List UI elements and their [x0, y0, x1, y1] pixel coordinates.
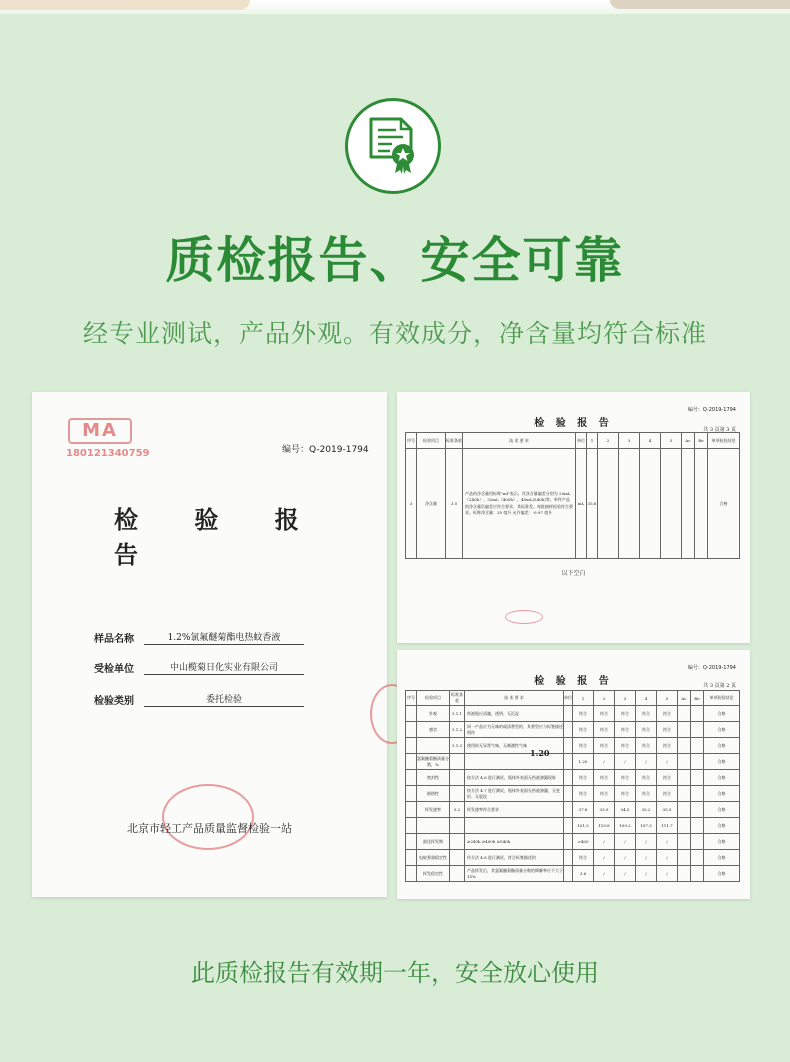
table-cell: 符合 — [594, 706, 615, 722]
table-cell: 35.6 — [587, 449, 598, 559]
table-cell: 感官 — [417, 722, 450, 738]
subheadline: 经专业测试，产品外观。有效成分，净含量均符合标准 — [82, 319, 707, 348]
table-header: Ac — [678, 691, 691, 706]
table-cell: 符合 — [573, 738, 594, 754]
table-cell — [450, 818, 465, 834]
table-cell — [406, 866, 417, 882]
table-cell — [450, 834, 465, 850]
table-cell: 3.2 — [450, 802, 465, 818]
table-cell: 最佳挥发期 — [417, 834, 450, 850]
table-cell: 合格 — [708, 449, 740, 559]
report-title: 检 验 报 告 — [114, 505, 323, 569]
table-cell: 符合 — [636, 738, 657, 754]
table-cell — [691, 722, 704, 738]
table-cell: / — [657, 866, 678, 882]
table-cell — [678, 770, 691, 786]
table-cell: 符合 — [615, 786, 636, 802]
table-cell: / — [636, 754, 657, 770]
table-header-row — [406, 691, 740, 706]
table-cell: 使用时无异常气味，无刺激性气味 — [465, 738, 564, 754]
table-cell: 合格 — [704, 770, 740, 786]
table-header: 5 — [661, 433, 682, 449]
table-cell: 3.1.3 — [450, 738, 465, 754]
table-cell — [406, 802, 417, 818]
table-cell: 3.6 — [573, 866, 594, 882]
table-header: 4 — [640, 433, 661, 449]
table-cell — [678, 738, 691, 754]
report-code: 编号：Q-2019-1794 — [687, 407, 736, 413]
table-cell: 合格 — [704, 706, 740, 722]
table-cell: 净含量 — [417, 449, 446, 559]
table-cell: / — [615, 754, 636, 770]
table-cell: 产品挥发后，其氯氟醚菊酯质量分数的降解率应不大于 15% — [465, 866, 564, 882]
table-cell: 符合 — [657, 786, 678, 802]
table-row — [406, 449, 740, 559]
table-cell — [465, 818, 564, 834]
table-row — [406, 802, 740, 818]
table-cell — [678, 834, 691, 850]
table-cell: ≥240h ≥400h ≥540h — [465, 834, 564, 850]
cma-number: 180121340759 — [66, 448, 150, 459]
table-cell — [691, 850, 704, 866]
table-header: 1 — [587, 433, 598, 449]
report-page-2 — [397, 650, 750, 899]
inspection-type-label: 检验类别 — [94, 696, 134, 707]
table-header: 2 — [594, 691, 615, 706]
table-header: Ac — [682, 433, 695, 449]
table-cell: 35.5 — [657, 802, 678, 818]
inspection-type-value: 委托检验 — [144, 692, 304, 707]
page-indicator: 共 3 页第 2 页 — [703, 683, 736, 689]
table-cell: 符合 — [594, 786, 615, 802]
table-cell: 符合 — [636, 706, 657, 722]
sample-name-value: 1.2%氯氟醚菊酯电热蚊香液 — [144, 630, 304, 645]
table-cell: / — [657, 834, 678, 850]
table-cell — [691, 738, 704, 754]
table-header: 检验项目 — [417, 691, 450, 706]
table-cell: 符合 — [594, 770, 615, 786]
table-cell: / — [657, 754, 678, 770]
table-cell — [450, 786, 465, 802]
table-cell: 药液瓶应清澈，透明、无沉淀 — [465, 706, 564, 722]
table-cell — [691, 754, 704, 770]
table-cell — [598, 449, 619, 559]
table-header: 4 — [636, 691, 657, 706]
table-cell: 3.5 — [446, 449, 463, 559]
table-cell — [564, 738, 573, 754]
table-cell — [406, 770, 417, 786]
table-header: 1 — [573, 691, 594, 706]
table-cell — [564, 818, 573, 834]
table-cell — [406, 850, 417, 866]
report-title: 检 验 报 告 — [534, 676, 613, 687]
inspection-organization: 北京市轻工产品质量监督检验一站 — [127, 822, 292, 835]
results-table — [405, 432, 740, 559]
table-cell: 符合 — [615, 706, 636, 722]
table-cell: 氯氟醚菊酯质量分数，% — [417, 754, 450, 770]
table-cell — [661, 449, 682, 559]
table-row — [406, 770, 740, 786]
table-cell — [682, 449, 695, 559]
table-cell: 合格 — [704, 834, 740, 850]
table-cell: 合格 — [704, 818, 740, 834]
headline: 质检报告、安全可靠 — [165, 232, 625, 289]
table-cell — [678, 706, 691, 722]
table-cell: >400 — [573, 834, 594, 850]
table-cell: / — [636, 866, 657, 882]
table-cell: 3.1.2 — [450, 722, 465, 738]
table-cell: 按方法 4.6 进行测试，瓶体外表面无药液渗漏现象 — [465, 770, 564, 786]
table-cell — [564, 786, 573, 802]
table-header: 3 — [615, 691, 636, 706]
table-cell — [450, 770, 465, 786]
page-seal — [505, 610, 543, 624]
table-cell: 密封性 — [417, 770, 450, 786]
table-header: 序号 — [406, 433, 417, 449]
table-cell: 101.3 — [573, 818, 594, 834]
table-cell: 符合 — [615, 738, 636, 754]
table-cell — [564, 770, 573, 786]
report-cover-page — [32, 392, 387, 897]
table-row — [406, 850, 740, 866]
table-cell — [678, 866, 691, 882]
table-cell: 合格 — [704, 738, 740, 754]
table-cell: 107.3 — [636, 818, 657, 834]
inspected-unit-value: 中山榄菊日化实业有限公司 — [144, 660, 304, 675]
table-cell — [695, 449, 708, 559]
table-cell: / — [594, 834, 615, 850]
table-header: 单项检验结论 — [708, 433, 740, 449]
table-cell — [640, 449, 661, 559]
table-cell — [406, 706, 417, 722]
table-row — [406, 738, 740, 754]
table-cell: 37.6 — [573, 802, 594, 818]
table-cell — [691, 866, 704, 882]
table-cell — [691, 706, 704, 722]
report-page-3 — [397, 392, 750, 643]
table-row — [406, 786, 740, 802]
table-cell: 合格 — [704, 722, 740, 738]
table-cell: 合格 — [704, 802, 740, 818]
table-header: 序号 — [406, 691, 417, 706]
sample-name-label: 样品名称 — [94, 634, 134, 645]
table-cell: 同一产品应为无味的或清香型的，其香型应与标签描述相符 — [465, 722, 564, 738]
table-row — [406, 722, 740, 738]
table-row — [406, 754, 740, 770]
table-cell: 产品的净含量用标称"ml"表示。其净含量偏差分别为 20mL（240h）、32mL（400h）、45mL(540h)等。单件产品的净含量负偏差应符合要求，其标准差。每批抽样检验符合要求。标称净含量：35 毫升 允许偏差：-0.97 毫升 — [463, 449, 576, 559]
table-cell — [678, 754, 691, 770]
table-header: 单位 — [576, 433, 587, 449]
table-cell — [406, 818, 417, 834]
table-header: 技 术 要 求 — [463, 433, 576, 449]
table-cell: / — [615, 834, 636, 850]
table-cell: 符合 — [594, 722, 615, 738]
footer-note: 此质检报告有效期一年，安全放心使用 — [191, 959, 599, 987]
table-header: 2 — [598, 433, 619, 449]
table-cell: / — [636, 850, 657, 866]
table-cell: 符合 — [657, 722, 678, 738]
table-cell: 挥发速率符合要求 — [465, 802, 564, 818]
table-row — [406, 866, 740, 882]
page-indicator: 共 3 页第 3 页 — [703, 427, 736, 433]
table-cell — [691, 802, 704, 818]
table-cell: / — [657, 850, 678, 866]
table-cell: 符合 — [657, 738, 678, 754]
table-cell: 34.5 — [615, 802, 636, 818]
table-cell: / — [636, 834, 657, 850]
table-header: 单位 — [564, 691, 573, 706]
table-header: 5 — [657, 691, 678, 706]
table-row — [406, 706, 740, 722]
table-row — [406, 818, 740, 834]
table-cell: 3.1.1 — [450, 706, 465, 722]
table-cell — [691, 834, 704, 850]
table-cell: 110.8 — [594, 818, 615, 834]
table-cell — [450, 850, 465, 866]
inspected-unit-label: 受检单位 — [94, 664, 134, 675]
table-cell — [406, 738, 417, 754]
cma-logo-text: MA — [82, 420, 118, 441]
table-cell: 挥发稳定性 — [417, 866, 450, 882]
certificate-badge — [345, 98, 441, 194]
table-cell: / — [615, 866, 636, 882]
table-cell: 合格 — [704, 850, 740, 866]
results-table — [405, 690, 740, 882]
table-cell — [678, 786, 691, 802]
table-header: 标准条款 — [450, 691, 465, 706]
results-table-body — [406, 706, 740, 882]
table-cell: mL — [576, 449, 587, 559]
table-header: Re — [691, 691, 704, 706]
table-cell — [564, 834, 573, 850]
table-cell — [678, 818, 691, 834]
cma-logo — [68, 418, 132, 444]
table-cell: 符合 — [573, 850, 594, 866]
table-cell: 合格 — [704, 754, 740, 770]
table-header: 检验项目 — [417, 433, 446, 449]
table-header: 标准条款 — [446, 433, 463, 449]
table-header-row — [406, 433, 740, 449]
table-cell: / — [594, 866, 615, 882]
table-cell — [691, 786, 704, 802]
table-cell — [417, 738, 450, 754]
table-cell: 111.7 — [657, 818, 678, 834]
table-cell — [564, 754, 573, 770]
official-seal — [162, 784, 254, 850]
table-cell — [678, 850, 691, 866]
table-cell — [406, 786, 417, 802]
table-cell: 符合 — [615, 770, 636, 786]
report-code: 编号：Q-2019-1794 — [282, 445, 369, 455]
table-cell: 挥发速率 — [417, 802, 450, 818]
table-cell: 35.2 — [636, 802, 657, 818]
table-header: 技 术 要 求 — [465, 691, 564, 706]
table-cell: 符合 — [573, 770, 594, 786]
table-cell — [564, 850, 573, 866]
table-cell: 符合 — [636, 770, 657, 786]
table-cell: 符合 — [657, 770, 678, 786]
table-cell: 合格 — [704, 866, 740, 882]
table-cell: 耐热性 — [417, 786, 450, 802]
table-cell — [564, 802, 573, 818]
table-header: Re — [695, 433, 708, 449]
table-cell: 109.2 — [615, 818, 636, 834]
table-cell: / — [594, 850, 615, 866]
table-cell — [691, 770, 704, 786]
table-cell — [406, 722, 417, 738]
table-cell — [691, 818, 704, 834]
table-cell: 按方法 4.7 进行测试，瓶体外表面无药液渗漏，无变形、无裂纹 — [465, 786, 564, 802]
table-cell: 符合 — [573, 786, 594, 802]
table-cell — [450, 754, 465, 770]
table-cell: 符合 — [573, 722, 594, 738]
table-cell — [678, 722, 691, 738]
table-cell: 符合 — [636, 786, 657, 802]
table-cell: / — [594, 754, 615, 770]
table-cell: 经方法 4.8 进行测试，符合标签描述的 — [465, 850, 564, 866]
table-cell: 外观 — [417, 706, 450, 722]
table-cell: 符合 — [573, 706, 594, 722]
report-title: 检 验 报 告 — [534, 418, 613, 429]
table-cell: 合格 — [704, 786, 740, 802]
table-cell — [450, 866, 465, 882]
top-decor-strip — [0, 0, 790, 14]
table-cell: 3 — [406, 449, 417, 559]
table-cell: 电蚊香器稳定性 — [417, 850, 450, 866]
table-cell: 符合 — [615, 722, 636, 738]
table-cell: / — [615, 850, 636, 866]
table-header: 单项检验结论 — [704, 691, 740, 706]
certificate-icon — [365, 117, 421, 175]
table-header: 3 — [619, 433, 640, 449]
blank-below-note: 以下空白 — [561, 570, 586, 577]
table-cell: 符合 — [657, 706, 678, 722]
table-cell: 33.9 — [594, 802, 615, 818]
table-cell — [619, 449, 640, 559]
report-code: 编号：Q-2019-1794 — [687, 665, 736, 671]
big-value: 1.20 — [530, 748, 550, 758]
table-row — [406, 834, 740, 850]
table-cell: 1.20 — [573, 754, 594, 770]
table-cell — [564, 866, 573, 882]
table-cell — [678, 802, 691, 818]
table-cell — [564, 722, 573, 738]
table-cell: 符合 — [594, 738, 615, 754]
table-cell — [417, 818, 450, 834]
table-cell — [406, 834, 417, 850]
table-cell — [406, 754, 417, 770]
table-cell — [564, 706, 573, 722]
table-cell: 符合 — [636, 722, 657, 738]
